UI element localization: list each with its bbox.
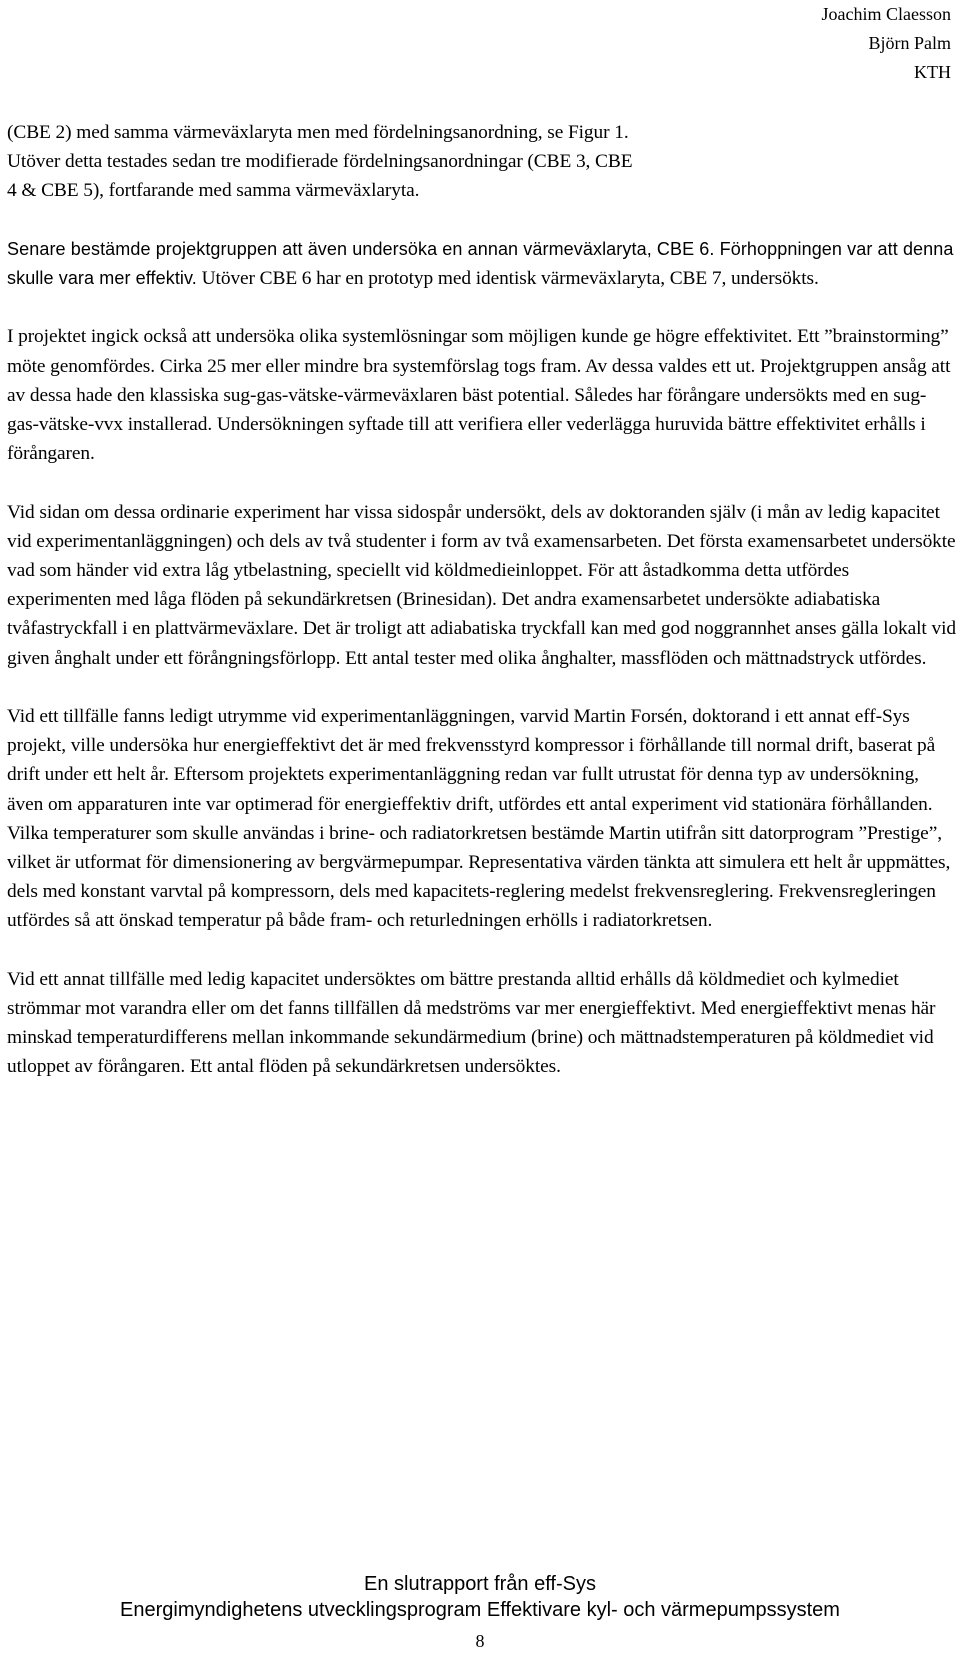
paragraph-2-serif-part: Utöver CBE 6 har en prototyp med identisk värmeväxlaryta, CBE 7, undersökts.	[196, 268, 819, 289]
header-institution: KTH	[914, 62, 951, 82]
paragraph-6: Vid ett annat tillfälle med ledig kapacitet undersöktes om bättre prestanda alltid erhålls då köldmediet och kylmediet strömmar mot varandra eller om det fanns tillfällen då medströms var mer energieffektivt. Med energieffektivt menas här minskad temperaturdifferens mellan inkommande sekundärmedium (brine) och mättnadstemperaturen på köldmediet vid utloppet av förångaren. Ett antal flöden på sekundärkretsen undersöktes.	[7, 968, 936, 1078]
paragraph-1-line-1: (CBE 2) med samma värmeväxlaryta men med fördelningsanordning, se Figur 1.	[7, 122, 629, 143]
header-author-2: Björn Palm	[868, 33, 951, 53]
paragraph-3: I projektet ingick också att undersöka olika systemlösningar som möjligen kunde ge högre effektivitet. Ett ”brainstorming” möte genomfördes. Cirka 25 mer eller mindre bra systemförslag togs fram. Av dessa valdes ett ut. Projektgruppen ansåg att av dessa hade den klassiska sug-gas-vätske-värmeväxlaren bäst potential. Således har förångare undersökts med en sug-gas-vätske-vvx installerad. Undersökningen syftade till att verifiera eller vederlägga huruvida bättre effektivitet erhålls i förångaren.	[7, 326, 951, 465]
paragraph-4: Vid sidan om dessa ordinarie experiment har vissa sidospår undersökt, dels av doktoranden själv (i mån av ledig kapacitet vid experimentanläggningen) och dels av två studenter i form av två examensarbeten. Det första examensarbetet undersökte vad som händer vid extra låg ytbelastning, speciellt vid köldmedieinloppet. För att åstadkomma detta utfördes experimenten med låga flöden på sekundärkretsen (Brinesidan). Det andra examensarbetet undersökte adiabatiska tvåfastryckfall i en plattvärmeväxlare. Det är troligt att adiabatiska tryckfall kan med god noggrannhet anses gälla lokalt vid given ånghalt under ett förångningsförlopp. Ett antal tester med olika ånghalter, massflöden och mättnadstryck utfördes.	[7, 501, 956, 669]
page-number: 8	[475, 1631, 485, 1651]
footer-title: En slutrapport från eff-Sys	[364, 1573, 596, 1595]
paragraph-5: Vid ett tillfälle fanns ledigt utrymme vid experimentanläggningen, varvid Martin Forsén, doktorand i ett annat eff-Sys projekt, ville undersöka hur energieffektivt det är med frekvensstyrd kompressor i förhållande till normal drift, baserat på drift under ett helt år. Eftersom projektets experimentanläggning redan var fullt utrustat för denna typ av undersökning, även om apparaturen inte var optimerad för energieffektiv drift, utfördes ett antal experiment vid stationära förhållanden. Vilka temperaturer som skulle användas i brine- och radiatorkretsen bestämde Martin utifrån sitt datorprogram ”Prestige”, vilket är utformat för dimensionering av bergvärmepumpar. Representativa värden tänkta att simulera ett helt år uppmättes, dels med konstant varvtal på kompressorn, dels med kapacitets-reglering medelst frekvensreglering. Frekvensregleringen utfördes så att önskad temperatur på både fram- och returledningen erhölls i radiatorkretsen.	[7, 706, 951, 932]
paragraph-1-line-3: 4 & CBE 5), fortfarande med samma värmeväxlaryta.	[7, 180, 420, 202]
paragraph-2-sans-part: Senare bestämde projektgruppen att även undersöka en annan värmeväxlaryta, CBE 6. Förhoppningen var att denna skulle vara mer effektiv.	[7, 238, 954, 288]
footer-subtitle: Energimyndighetens utvecklingsprogram Effektivare kyl- och värmepumpssystem	[120, 1599, 840, 1621]
page-header	[822, 0, 951, 87]
paragraph-1-line-2: Utöver detta testades sedan tre modifierade fördelningsanordningar (CBE 3, CBE	[7, 151, 633, 173]
paragraph-2	[7, 235, 957, 293]
paragraph-1	[7, 118, 957, 206]
document-body	[7, 118, 957, 1111]
header-author-1: Joachim Claesson	[821, 4, 951, 24]
